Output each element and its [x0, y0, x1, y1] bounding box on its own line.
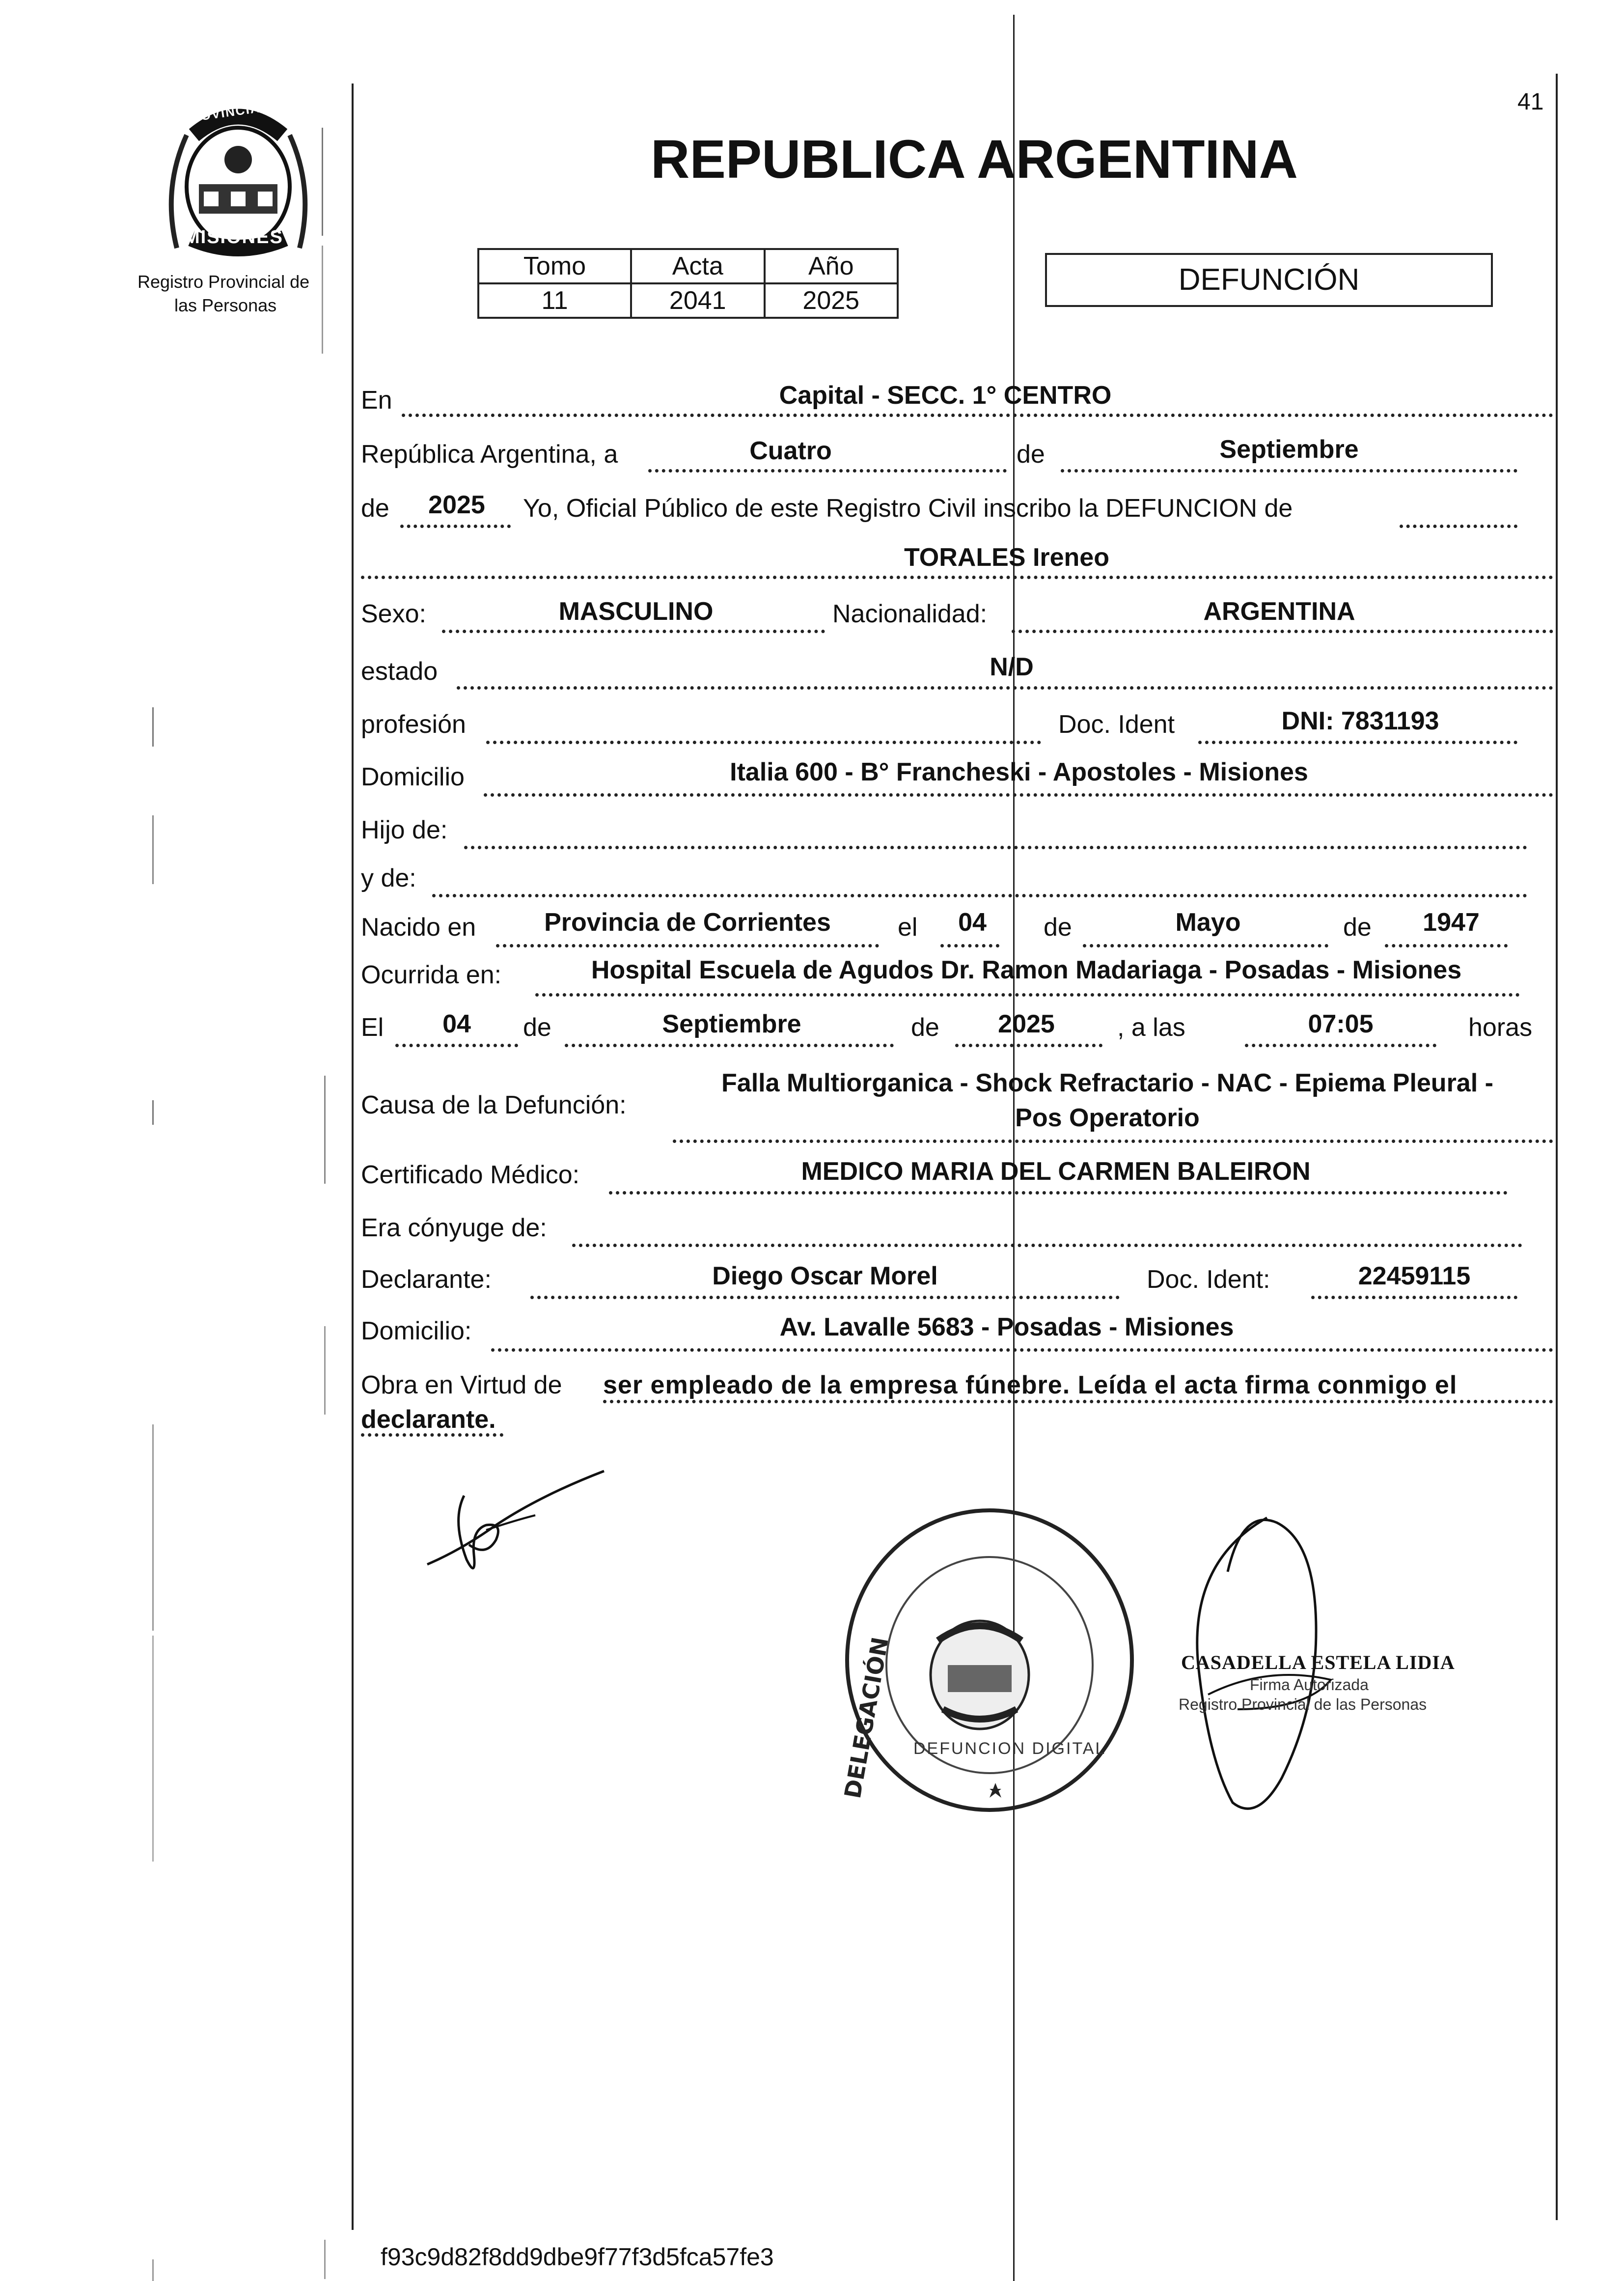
record-value-anio: 2025: [765, 283, 898, 318]
republica-label: República Argentina, a: [361, 440, 618, 469]
form-left-border: [352, 83, 354, 2230]
fallec-anio: 2025: [998, 1010, 1055, 1038]
fallec-dia: 04: [442, 1010, 471, 1038]
nacido-de1-label: de: [1044, 913, 1072, 942]
stamp-registry: Registro Provincial de las Personas: [1179, 1696, 1427, 1713]
obra-label: Obra en Virtud de: [361, 1371, 562, 1399]
oficial-line: [1400, 525, 1517, 528]
causa-label: Causa de la Defunción:: [361, 1091, 627, 1119]
obra-line2: declarante.: [361, 1405, 496, 1434]
nacido-anio: 1947: [1423, 908, 1480, 937]
domicilio-label: Domicilio: [361, 763, 465, 791]
stamp-role: Firma Autorizada: [1250, 1676, 1369, 1694]
nacionalidad-line: [1012, 630, 1553, 633]
day-words: Cuatro: [749, 437, 832, 465]
seal-inner-text: DEFUNCION DIGITAL: [913, 1739, 1106, 1758]
nacido-lugar: Provincia de Corrientes: [544, 908, 831, 937]
nacido-lugar-line: [496, 944, 879, 947]
declarante-line: [530, 1296, 1120, 1299]
fallec-de1-label: de: [523, 1013, 551, 1042]
en-value: Capital - SECC. 1° CENTRO: [779, 381, 1112, 410]
nacido-mes-line: [1083, 944, 1328, 947]
fallec-dia-line: [395, 1044, 518, 1047]
ocurrida-label: Ocurrida en:: [361, 961, 502, 989]
obra-line1: ser empleado de la empresa fúnebre. Leída el acta firma conmigo el: [603, 1371, 1458, 1399]
doc-ident-label: Doc. Ident: [1058, 710, 1175, 739]
seal-label-left: [839, 1635, 899, 1801]
year-value: 2025: [428, 491, 485, 519]
oficial-text: Yo, Oficial Público de este Registro Civil inscribo la DEFUNCION de: [523, 494, 1293, 523]
record-table: [477, 248, 899, 319]
declarant-signature: [417, 1466, 614, 1584]
sexo-label: Sexo:: [361, 600, 426, 628]
day-line: [648, 469, 1007, 473]
logo-top-text: PROVINCIA DE: [180, 97, 285, 126]
logo-bottom-text: MISIONES: [184, 227, 283, 248]
causa-line: [673, 1140, 1553, 1143]
fallec-mes-line: [565, 1044, 894, 1047]
nacido-anio-line: [1385, 944, 1508, 947]
fallec-anio-line: [955, 1044, 1102, 1047]
record-header-tomo: Tomo: [478, 249, 631, 283]
de-label: de: [1017, 440, 1045, 469]
fallec-mes: Septiembre: [662, 1010, 801, 1038]
decl-domicilio-label: Domicilio:: [361, 1317, 472, 1345]
page-number: 41: [1517, 89, 1544, 115]
hora-value: 07:05: [1308, 1010, 1374, 1038]
profesion-line: [486, 741, 1041, 744]
certificado-value: MEDICO MARIA DEL CARMEN BALEIRON: [801, 1157, 1311, 1186]
record-header-anio: Año: [765, 249, 898, 283]
nacido-label: Nacido en: [361, 913, 476, 942]
month-line: [1061, 469, 1517, 473]
conyuge-label: Era cónyuge de:: [361, 1214, 547, 1242]
registry-name-line2: las Personas: [174, 295, 277, 315]
certificado-label: Certificado Médico:: [361, 1161, 580, 1189]
nacido-dia-line: [940, 944, 999, 947]
decl-doc-label: Doc. Ident:: [1147, 1265, 1270, 1294]
declarante-label: Declarante:: [361, 1265, 492, 1294]
doc-type: DEFUNCIÓN: [1178, 263, 1360, 297]
decl-doc-line: [1311, 1296, 1517, 1299]
fold-line: [1013, 15, 1015, 2281]
decl-domicilio-line: [491, 1348, 1553, 1352]
conyuge-line: [572, 1244, 1522, 1247]
hijo-label: Hijo de:: [361, 816, 448, 844]
stamp-name: CASADELLA ESTELA LIDIA: [1181, 1651, 1455, 1673]
nacido-el-label: el: [898, 913, 918, 942]
domicilio-line: [484, 793, 1553, 797]
month-value: Septiembre: [1219, 435, 1359, 464]
declarante-value: Diego Oscar Morel: [712, 1262, 938, 1290]
nacido-de2-label: de: [1343, 913, 1372, 942]
obra-line2-underline: [361, 1433, 503, 1437]
decl-doc-value: 22459115: [1358, 1262, 1471, 1290]
hora-line: [1245, 1044, 1436, 1047]
yde-line: [432, 894, 1527, 897]
sexo-line: [442, 630, 825, 633]
ocurrida-line: [535, 993, 1520, 997]
estado-value: N/D: [990, 653, 1034, 681]
record-value-tomo: 11: [478, 283, 631, 318]
certificado-line: [609, 1191, 1508, 1195]
document-hash: f93c9d82f8dd9dbe9f77f3d5fca57fe3: [381, 2243, 774, 2271]
record-header-acta: Acta: [631, 249, 764, 283]
page-title: REPUBLICA ARGENTINA: [651, 129, 1298, 190]
alas-label: , a las: [1117, 1013, 1185, 1042]
hijo-line: [464, 846, 1527, 849]
causa-line1: Falla Multiorganica - Shock Refractario - NAC - Epiema Pleural -: [721, 1069, 1493, 1097]
causa-line2: Pos Operatorio: [1015, 1104, 1200, 1132]
nacido-mes: Mayo: [1175, 908, 1241, 937]
doc-type-box: [1045, 253, 1493, 307]
deceased-name: TORALES Ireneo: [904, 543, 1109, 572]
doc-ident-line: [1198, 741, 1517, 744]
record-value-acta: 2041: [631, 283, 764, 318]
estado-line: [457, 686, 1553, 690]
domicilio-value: Italia 600 - B° Francheski - Apostoles - Misiones: [730, 758, 1308, 786]
en-label: En: [361, 386, 392, 415]
en-line: [402, 414, 1553, 417]
el2-label: El: [361, 1013, 384, 1042]
year-line: [400, 525, 511, 528]
doc-ident-value: DNI: 7831193: [1281, 707, 1439, 735]
yde-label: y de:: [361, 864, 416, 892]
year-prefix: de: [361, 494, 389, 523]
svg-text:DELEGACIÓN: DELEGACIÓN: [839, 1635, 894, 1801]
sexo-value: MASCULINO: [558, 597, 714, 626]
nacido-dia: 04: [958, 908, 987, 937]
profesion-label: profesión: [361, 710, 466, 739]
ocurrida-value: Hospital Escuela de Agudos Dr. Ramon Madariaga - Posadas - Misiones: [591, 956, 1462, 984]
decl-domicilio-value: Av. Lavalle 5683 - Posadas - Misiones: [779, 1313, 1234, 1341]
form-right-border: [1556, 74, 1558, 2220]
estado-label: estado: [361, 657, 438, 686]
horas-label: horas: [1468, 1013, 1533, 1042]
fallec-de2-label: de: [911, 1013, 939, 1042]
nacionalidad-value: ARGENTINA: [1203, 597, 1355, 626]
nacionalidad-label: Nacionalidad:: [832, 600, 988, 628]
obra-line1-underline: [603, 1400, 1553, 1403]
registry-name-line1: Registro Provincial de: [138, 272, 310, 292]
name-line: [361, 576, 1553, 579]
